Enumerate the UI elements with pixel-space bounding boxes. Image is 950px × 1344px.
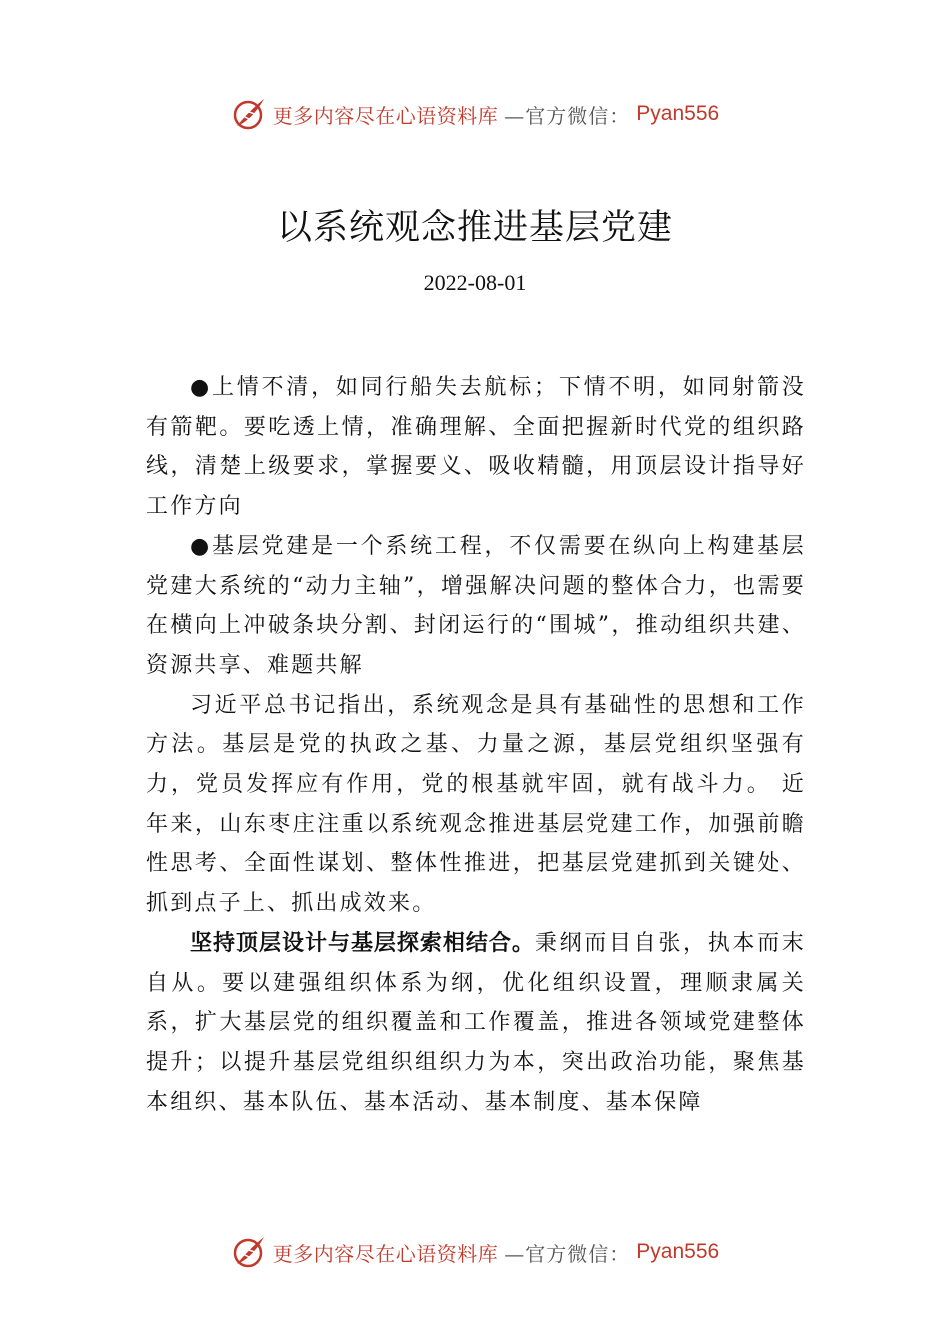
watermark-wechat-id: Pyan556 [636, 102, 720, 125]
section-paragraph [146, 924, 806, 1123]
document-title: 以系统观念推进基层党建 [276, 208, 673, 248]
watermark-wechat-label: —官方微信： [504, 1241, 631, 1266]
intro-paragraph: 习近平总书记指出，系统观念是具有基础性的思想和工作方法。基层是党的执政之基、力量之源，基层党组织坚强有力，党员发挥应有作用，党的根基就牢固，就有战斗力。 近年来，山东枣庄注重以系统观念推进基层党建工作，加强前瞻性思考、全面性谋划、整体性推进，把基层党建抓到关键处、抓到点子上、抓出成效来。 [146, 692, 806, 917]
watermark-header [0, 94, 950, 134]
watermark-wechat-label: —官方微信： [504, 103, 631, 128]
watermark-footer [0, 1232, 950, 1272]
watermark-site-text: 更多内容尽在心语资料库 [272, 103, 499, 128]
watermark-site-text: 更多内容尽在心语资料库 [272, 1241, 499, 1266]
document-body [146, 368, 806, 1122]
section-body: 秉纲而目自张，执本而末自从。要以建强组织体系为纲，优化组织设置，理顺隶属关系，扩大基层党的组织覆盖和工作覆盖，推进各领域党建整体提升；以提升基层党组织组织力为本，突出政治功能，聚焦基本组织、基本队伍、基本活动、基本制度、基本保障 [146, 930, 806, 1115]
summary-paragraph-1: ●上情不清，如同行船失去航标；下情不明，如同射箭没有箭靶。要吃透上情，准确理解、全面把握新时代党的组织路线，清楚上级要求，掌握要义、吸收精髓，用顶层设计指导好工作方向 [146, 375, 806, 520]
section-heading: 坚持顶层设计与基层探索相结合。 [190, 930, 535, 956]
summary-paragraph-2: ●基层党建是一个系统工程，不仅需要在纵向上构建基层党建大系统的“动力主轴”，增强解决问题的整体合力，也需要在横向上冲破条块分割、封闭运行的“围城”，推动组织共建、资源共享、难题共解 [146, 533, 806, 678]
watermark-wechat-id: Pyan556 [636, 1240, 720, 1263]
quill-logo-icon [231, 1234, 267, 1270]
quill-logo-icon [231, 96, 267, 132]
document-date: 2022-08-01 [423, 270, 527, 295]
